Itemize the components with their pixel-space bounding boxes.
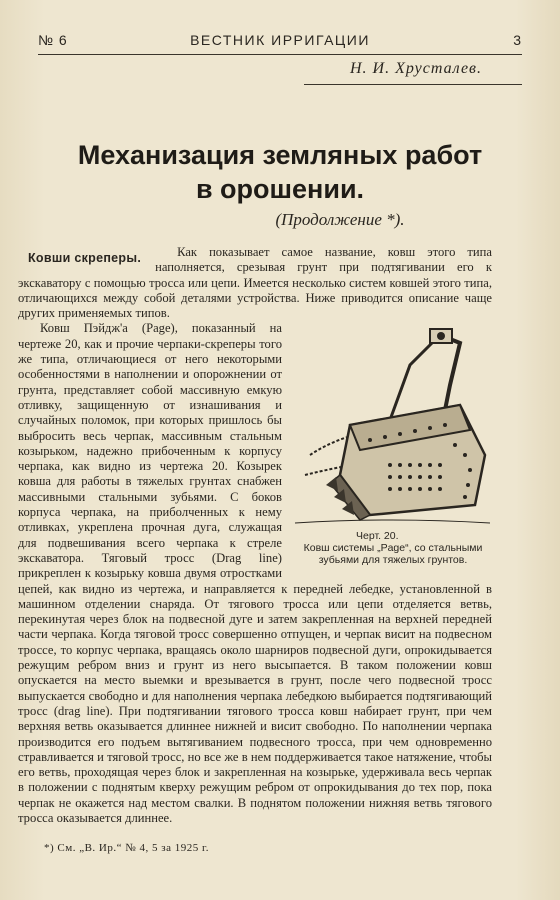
paragraph-2: Ковш Пэйдж'а (Page), показанный на чертеже 20, как и прочие черпаки-скреперы того же типа, отличающиеся от него некоторыми особенностями в наполнении и опорожнении от грунта, представляет собой массивную емкую отливку, защищенную от изнашивания и случайных поломок, при которых пришлось бы выбросить весь черпак, массивным стальным козырьком, надежно прибоченным к корпусу черпака, как видно из чертежа 20. Козырек ковша для работы в тяжелых грунтах снабжен массивными стальными зубьями. С боков корпуса черпака, на приболченных к нему отливках, укреплена прочная дуга, служащая для подвешивания всего черпака к стреле экскаватора. Тяговый тросс (Drag line) прикреплен к козырьку ковша двумя отростками цепей, как видно из чертежа, и направляется к передней лебедке, установленной в машинном отделении снаряда. От тягового тросса или цепи отделяется ветвь, перекинутая через блок на подвесной дуге и затем закрепленная на верхней передней части черпака. Когда тяговой тросс совершенно отпущен, и черпак висит на подвесном троссе, то корпус черпака, вращаясь около шарниров подвесной дуги, опрокидывается режущим ребром вниз и грунт из него высыпается. В таком положении ковш опускается на место выемки и врезывается в грунт, после чего подвесной тросс выпускается свободно и для наполнения черпака лебедкою выбирается подтягивающий тросс (drag line). При подтягивании тягового тросса ковш набирает грунт, при чем верхняя ветвь оказывается длиннее нижней и висит свободно. По наполнении черпака производится его подъем вытягиванием подвесного тросса, при чем одновременно стравливается и тяговой тросс, но все же в нем поддерживается такое натяжение, чтобы его ветвь, проходящая через блок и закрепленная на козырьке, удерживала весь черпак в положении с поднятым кверху режущим ребром от опрокидывания до тех пор, пока черпак не окажется над местом свалки. В поднятом положении нижняя ветвь тягового тросса оказывается длиннее. [18, 321, 492, 825]
figure-number: Черт. 20. [356, 530, 399, 543]
title-line-1: Механизация земляных работ [77, 140, 483, 170]
article-subtitle: (Продолжение *). [275, 210, 405, 229]
article-body [18, 245, 492, 826]
issue-number: № 6 [38, 32, 68, 48]
figure-20 [290, 325, 496, 571]
title-line-2: в орошении. [195, 174, 365, 204]
author-underline [304, 84, 522, 85]
section-heading: Ковши скреперы. [28, 251, 142, 265]
scraper-bucket-drawing [290, 325, 496, 530]
footnote: *) См. „В. Ир.“ № 4, 5 за 1925 г. [44, 842, 209, 854]
article-title [20, 138, 540, 206]
figure-caption: Ковш системы „Page“, со стальными зубьями для тяжелых грунтов. [303, 542, 483, 567]
running-header [38, 32, 522, 55]
page-number: 3 [513, 32, 522, 48]
journal-title: ВЕСТНИК ИРРИГАЦИИ [190, 32, 370, 48]
author-name: Н. И. Хрусталев. [349, 60, 482, 77]
paragraph-1: Как показывает самое название, ковш этого типа наполняется, срезывая грунт при подтягивании его к экскаватору с помощью тросса или цепи. Имеется несколько систем ковшей этого типа, отличающихся между собой деталями устройства. Ниже приводится описание чаще других применяемых типов. [18, 245, 492, 321]
